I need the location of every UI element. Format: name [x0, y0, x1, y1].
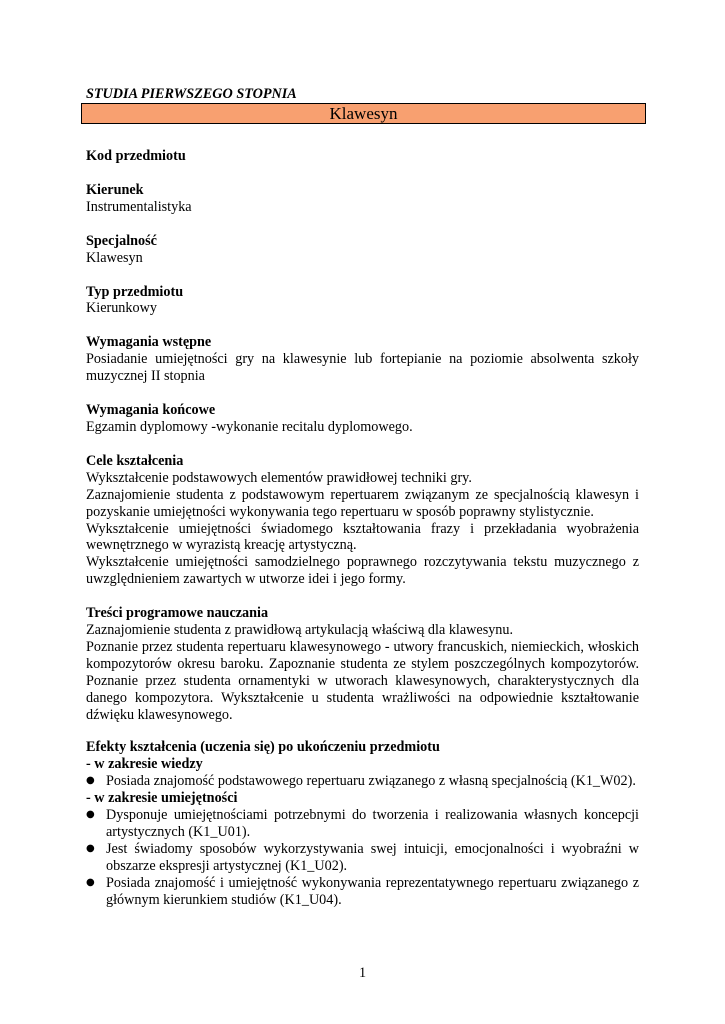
- umiejetnosci-list: [86, 807, 639, 908]
- bullet-icon: ●: [86, 775, 95, 787]
- studia-heading: STUDIA PIERWSZEGO STOPNIA: [86, 86, 297, 102]
- wymagania-koncowe-heading: Wymagania końcowe: [86, 402, 216, 419]
- cele-heading: Cele kształcenia: [86, 452, 184, 469]
- kierunek-heading: Kierunek: [86, 181, 144, 198]
- cele-paragraph: Zaznajomienie studenta z podstawowym repertuarem związanym ze specjalnością klawesyn i pozyskanie umiejętności wykonywania tego repertuaru w sposób poprawny stylistycznie.: [86, 486, 639, 520]
- wymagania-wstepne-value: Posiadanie umiejętności gry na klawesynie lub fortepianie na poziomie absolwenta szkoły muzycznej II stopnia: [86, 351, 639, 385]
- bullet-icon: ●: [86, 842, 95, 854]
- page-number: 1: [358, 965, 367, 981]
- cele-paragraph: Wykształcenie umiejętności samodzielnego poprawnego rozczytywania tekstu muzycznego z uwzględnieniem zawartych w utworze idei i jego formy.: [86, 554, 639, 588]
- umiejetnosci-heading: - w zakresie umiejętności: [86, 790, 238, 807]
- typ-heading: Typ przedmiotu: [86, 283, 184, 300]
- list-item: [86, 807, 639, 841]
- cele-paragraph: Wykształcenie podstawowych elementów prawidłowej techniki gry.: [86, 469, 472, 486]
- list-item-text: Dysponuje umiejętnościami potrzebnymi do tworzenia i realizowania własnych koncepcji artystycznych (K1_U01).: [106, 807, 639, 840]
- wymagania-koncowe-value: Egzamin dyplomowy -wykonanie recitalu dyplomowego.: [86, 418, 413, 435]
- cele-paragraph: Wykształcenie umiejętności świadomego kształtowania frazy i przekładania wyobrażenia wewnętrznego w wyrazistą kreację artystyczną.: [86, 520, 639, 554]
- wiedza-list: [86, 773, 639, 790]
- kierunek-value: Instrumentalistyka: [86, 198, 192, 215]
- document-page: [86, 86, 639, 909]
- specjalnosc-heading: Specjalność: [86, 232, 157, 249]
- wiedza-heading: - w zakresie wiedzy: [86, 756, 203, 773]
- specjalnosc-value: Klawesyn: [86, 249, 143, 266]
- list-item-text: Jest świadomy sposobów wykorzystywania swej intuicji, emocjonalności i wyobraźni w obszarze ekspresji artystycznej (K1_U02).: [106, 840, 639, 874]
- bullet-icon: ●: [86, 876, 95, 888]
- typ-value: Kierunkowy: [86, 300, 157, 317]
- bullet-icon: ●: [86, 809, 95, 821]
- list-item-text: Posiada znajomość podstawowego repertuaru związanego z własną specjalnością (K1_W02).: [106, 773, 636, 790]
- list-item: [86, 875, 639, 909]
- kod-heading: Kod przedmiotu: [86, 148, 186, 164]
- list-item-text: Posiada znajomość i umiejętność wykonywania reprezentatywnego repertuaru związanego z głównym kierunkiem studiów (K1_U04).: [106, 874, 639, 908]
- list-item: [86, 773, 639, 790]
- tresci-heading: Treści programowe nauczania: [86, 605, 269, 622]
- wymagania-wstepne-heading: Wymagania wstępne: [86, 334, 212, 351]
- list-item: [86, 841, 639, 875]
- tresci-paragraph: Zaznajomienie studenta z prawidłową artykulacją właściwą dla klawesynu.: [86, 622, 514, 639]
- efekty-heading: Efekty kształcenia (uczenia się) po ukończeniu przedmiotu: [86, 739, 440, 756]
- tresci-paragraph: Poznanie przez studenta repertuaru klawesynowego - utwory francuskich, niemieckich, włoskich kompozytorów okresu baroku. Zapoznanie studenta ze stylem poszczególnych kompozytorów. Poznanie przez studenta ornamentyki w utworach klawesynowych, charakterystycznych dla danego kompozytora. Wykształcenie u studenta wrażliwości na odpowiednie kształtowanie dźwięku klawesynowego.: [86, 638, 639, 723]
- course-title: Klawesyn: [81, 103, 646, 124]
